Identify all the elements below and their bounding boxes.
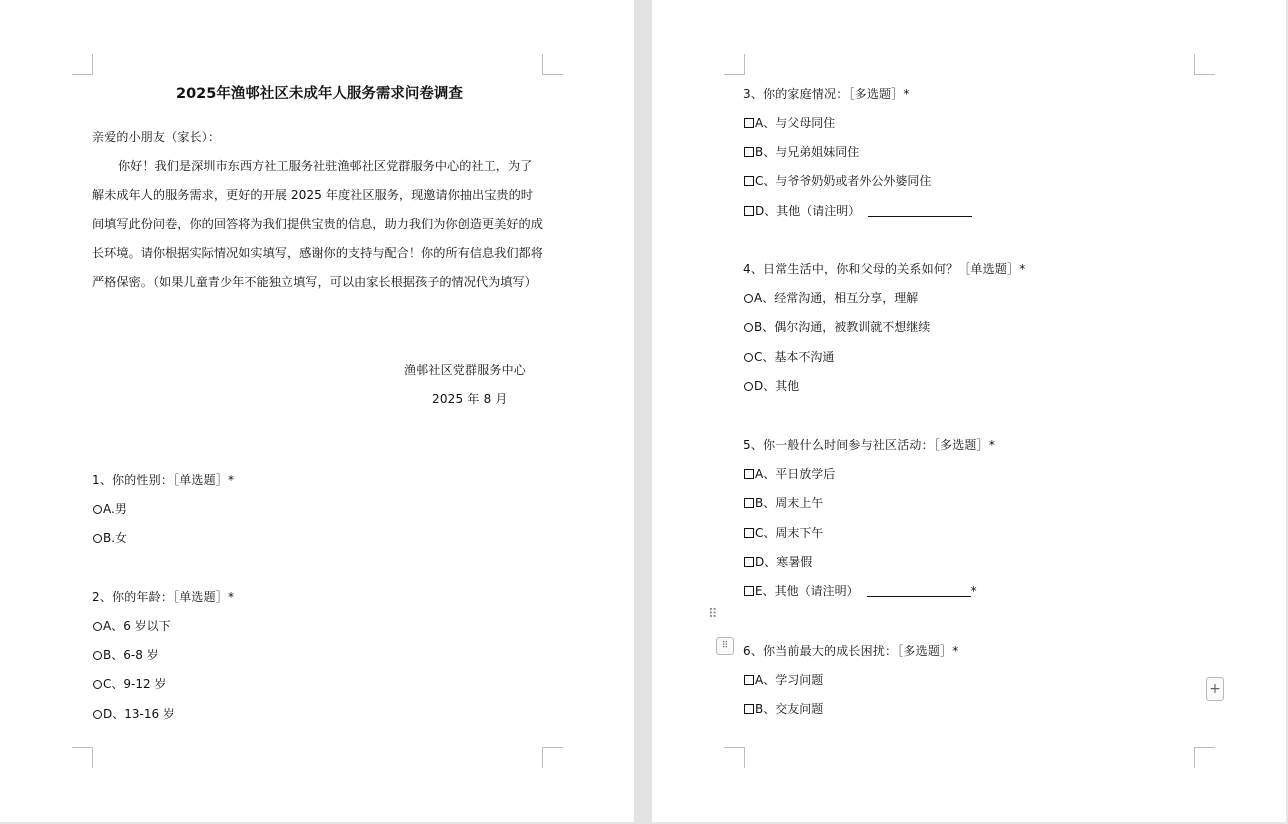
margin-corner-bottom-left — [72, 747, 93, 768]
radio-icon[interactable] — [744, 382, 753, 391]
q3-option-b[interactable] — [744, 145, 859, 159]
q1-option-a[interactable] — [93, 502, 127, 516]
q1-option-b[interactable] — [93, 531, 127, 545]
q5-option-a[interactable] — [744, 467, 835, 481]
option-label: B.女 — [103, 531, 128, 545]
fill-in-blank[interactable] — [867, 586, 971, 597]
intro-paragraph — [92, 152, 544, 297]
checkbox-icon[interactable] — [744, 528, 754, 538]
margin-corner-top-left — [724, 54, 745, 75]
radio-icon[interactable] — [93, 651, 102, 660]
document-page-left — [0, 0, 634, 822]
option-label: B、周末上午 — [755, 496, 824, 510]
drag-handle-icon[interactable]: ⠿ — [708, 607, 717, 622]
checkbox-icon[interactable] — [744, 675, 754, 685]
option-label: A、与父母同住 — [755, 116, 836, 130]
radio-icon[interactable] — [93, 680, 102, 689]
q4-option-d[interactable] — [744, 379, 799, 393]
option-label: C、基本不沟通 — [754, 350, 835, 364]
option-label: B、偶尔沟通，被教训就不想继续 — [754, 320, 931, 334]
checkbox-icon[interactable] — [744, 206, 754, 216]
option-label: A.男 — [103, 502, 127, 516]
option-label: D、其他 — [754, 379, 800, 393]
option-label: C、9-12 岁 — [103, 677, 167, 691]
greeting: 亲爱的小朋友（家长）： — [92, 130, 221, 144]
q2-option-d[interactable] — [93, 707, 175, 721]
checkbox-icon[interactable] — [744, 557, 754, 567]
checkbox-icon[interactable] — [744, 586, 754, 596]
q5-option-b[interactable] — [744, 496, 823, 510]
q2-option-b[interactable] — [93, 648, 159, 662]
q3-option-d[interactable] — [744, 204, 972, 218]
option-label: A、6 岁以下 — [103, 619, 171, 633]
document-title: 2025年渔邨社区未成年人服务需求问卷调查 — [176, 86, 463, 102]
radio-icon[interactable] — [93, 710, 102, 719]
fill-in-blank[interactable] — [868, 206, 972, 217]
margin-corner-bottom-left — [724, 747, 745, 768]
option-label: D、寒暑假 — [755, 555, 813, 569]
option-label: E、其他（请注明） — [755, 584, 859, 598]
question-6: 6、你当前最大的成长困扰：［多选题］* — [743, 644, 959, 658]
intro-text: 你好！我们是深圳市东西方社工服务社驻渔邨社区党群服务中心的社工，为了解未成年人的服务需求，更好的开展 2025 年度社区服务，现邀请你抽出宝贵的时间填写此份问卷，你的回答将为我们提供宝贵的信息，助力我们为你创造更美好的成长环境。请你根据实际情况如实填写，感谢你的支持与配合！你的所有信息我们都将严格保密。（如果儿童青少年不能独立填写，可以由家长根据孩子的情况代为填写） — [92, 159, 543, 289]
checkbox-icon[interactable] — [744, 704, 754, 714]
margin-corner-top-right — [542, 54, 563, 75]
q2-option-a[interactable] — [93, 619, 171, 633]
question-3: 3、你的家庭情况：［多选题］* — [743, 87, 910, 101]
q3-option-c[interactable] — [744, 174, 931, 188]
q4-option-c[interactable] — [744, 350, 834, 364]
page-gap — [634, 0, 652, 824]
q3-option-a[interactable] — [744, 116, 835, 130]
option-label: D、13-16 岁 — [103, 707, 175, 721]
option-label: B、6-8 岁 — [103, 648, 159, 662]
margin-corner-top-left — [72, 54, 93, 75]
checkbox-icon[interactable] — [744, 176, 754, 186]
q5-option-c[interactable] — [744, 526, 823, 540]
option-label: D、其他（请注明） — [755, 204, 861, 218]
question-4: 4、日常生活中，你和父母的关系如何？［单选题］* — [743, 262, 1026, 276]
option-label: B、交友问题 — [755, 702, 824, 716]
radio-icon[interactable] — [744, 353, 753, 362]
question-5: 5、你一般什么时间参与社区活动：［多选题］* — [743, 438, 996, 452]
option-label: A、平日放学后 — [755, 467, 836, 481]
document-page-right — [652, 0, 1286, 822]
checkbox-icon[interactable] — [744, 498, 754, 508]
margin-corner-bottom-right — [1194, 747, 1215, 768]
plus-icon[interactable]: + — [1206, 677, 1224, 701]
checkbox-icon[interactable] — [744, 147, 754, 157]
radio-icon[interactable] — [93, 505, 102, 514]
q6-option-a[interactable] — [744, 673, 823, 687]
margin-corner-bottom-right — [542, 747, 563, 768]
q2-option-c[interactable] — [93, 677, 166, 691]
q4-option-a[interactable] — [744, 291, 918, 305]
table-handle-icon[interactable]: ⠿ — [716, 637, 734, 655]
q5-option-e[interactable] — [744, 584, 977, 598]
radio-icon[interactable] — [93, 534, 102, 543]
radio-icon[interactable] — [744, 323, 753, 332]
checkbox-icon[interactable] — [744, 469, 754, 479]
option-label: A、经常沟通，相互分享，理解 — [754, 291, 919, 305]
radio-icon[interactable] — [93, 622, 102, 631]
option-label: B、与兄弟姐妹同住 — [755, 145, 860, 159]
q4-option-b[interactable] — [744, 320, 930, 334]
required-mark: * — [970, 584, 977, 598]
option-label: C、周末下午 — [755, 526, 824, 540]
radio-icon[interactable] — [744, 294, 753, 303]
checkbox-icon[interactable] — [744, 118, 754, 128]
signature: 渔邨社区党群服务中心 — [404, 363, 527, 377]
option-label: A、学习问题 — [755, 673, 824, 687]
question-2: 2、你的年龄：［单选题］* — [92, 590, 235, 604]
option-label: C、与爷爷奶奶或者外公外婆同住 — [755, 174, 932, 188]
q5-option-d[interactable] — [744, 555, 812, 569]
signature-date: 2025 年 8 月 — [432, 392, 508, 406]
margin-corner-top-right — [1194, 54, 1215, 75]
q6-option-b[interactable] — [744, 702, 823, 716]
question-1: 1、你的性别：［单选题］* — [92, 473, 235, 487]
